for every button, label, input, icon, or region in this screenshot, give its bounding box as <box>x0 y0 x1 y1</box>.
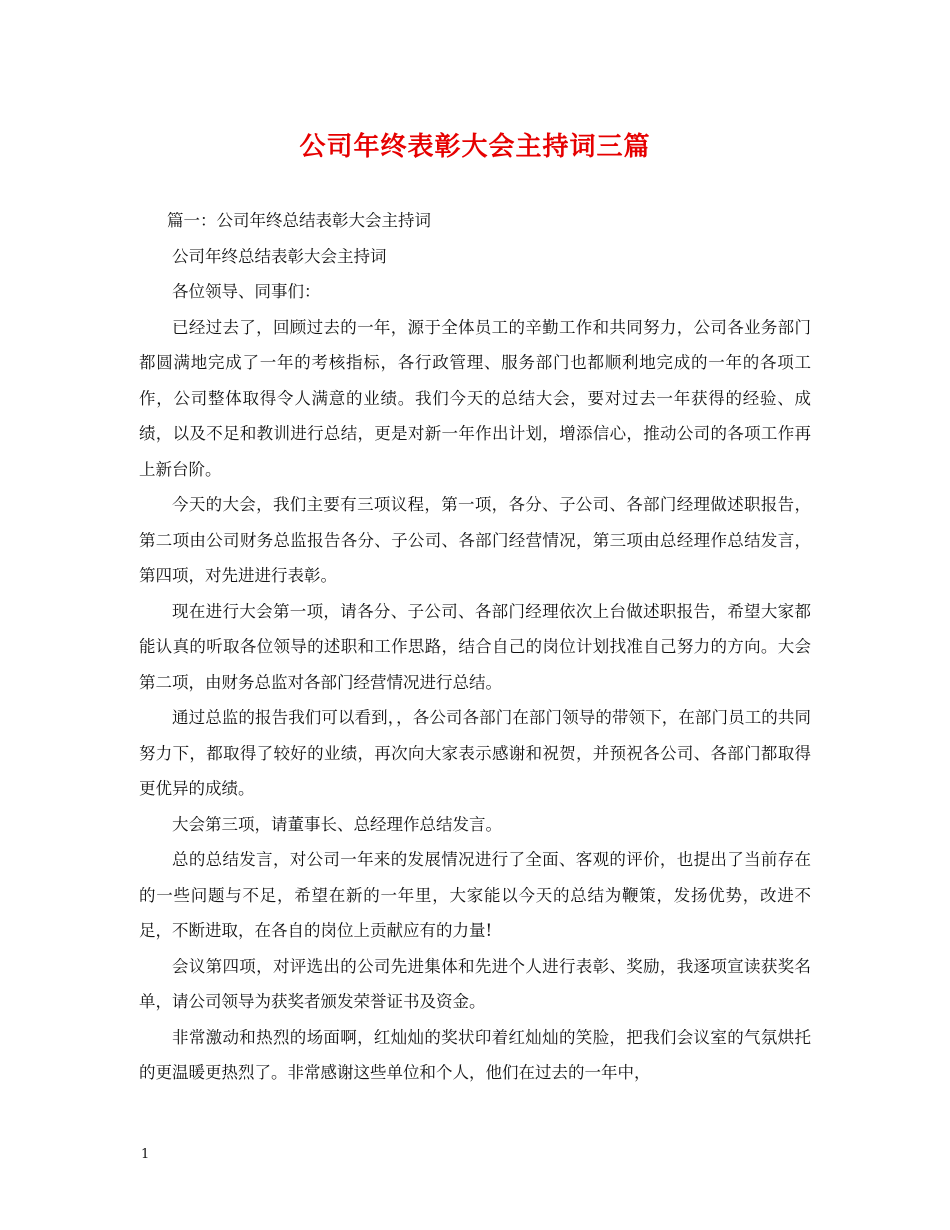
body-paragraph: 大会第三项，请董事长、总经理作总结发言。 <box>172 814 502 834</box>
body-paragraph: 总的总结发言，对公司一年来的发展情况进行了全面、客观的评价，也提出了当前存在的一些问题与不足，希望在新的一年里，大家能以今天的总结为鞭策，发扬优势，改进不足，不断进取，在各自的岗位上贡献应有的力量! <box>139 850 811 940</box>
salutation: 各位领导、同事们： <box>172 282 321 301</box>
body-paragraph: 今天的大会，我们主要有三项议程，第一项，各分、子公司、各部门经理做述职报告，第二项由公司财务总监报告各分、子公司、各部门经营情况，第三项由总经理作总结发言，第四项，对先进进行表彰。 <box>139 495 811 585</box>
body-paragraph: 现在进行大会第一项，请各分、子公司、各部门经理依次上台做述职报告，希望大家都能认真的听取各位领导的述职和工作思路，结合自己的岗位计划找准自己努力的方向。大会第二项，由财务总监对各部门经营情况进行总结。 <box>139 601 811 692</box>
body-paragraph: 已经过去了，回顾过去的一年，源于全体员工的辛勤工作和共同努力，公司各业务部门都圆满地完成了一年的考核指标，各行政管理、服务部门也都顺利地完成的一年的各项工作，公司整体取得令人满意的业绩。我们今天的总结大会，要对过去一年获得的经验、成绩，以及不足和教训进行总结，更是对新一年作出计划，增添信心，推动公司的各项工作再上新台阶。 <box>139 317 811 479</box>
body-paragraph: 通过总监的报告我们可以看到，，各公司各部门在部门领导的带领下，在部门员工的共同努力下，都取得了较好的业绩，再次向大家表示感谢和祝贺，并预祝各公司、各部门都取得更优异的成绩。 <box>139 708 811 798</box>
document-title: 公司年终表彰大会主持词三篇 <box>299 132 651 162</box>
body-paragraph: 会议第四项，对评选出的公司先进集体和先进个人进行表彰、奖励，我逐项宣读获奖名单，请公司领导为获奖者颁发荣誉证书及资金。 <box>139 956 811 1011</box>
page-number: 1 <box>141 1147 150 1162</box>
document-body <box>139 203 811 1091</box>
body-paragraph: 非常激动和热烈的场面啊，红灿灿的奖状印着红灿灿的笑脸，把我们会议室的气氛烘托的更温暖更热烈了。非常感谢这些单位和个人，他们在过去的一年中， <box>139 1027 811 1082</box>
speech-title: 公司年终总结表彰大会主持词 <box>172 246 387 266</box>
section-heading: 篇一：公司年终总结表彰大会主持词 <box>167 211 432 230</box>
